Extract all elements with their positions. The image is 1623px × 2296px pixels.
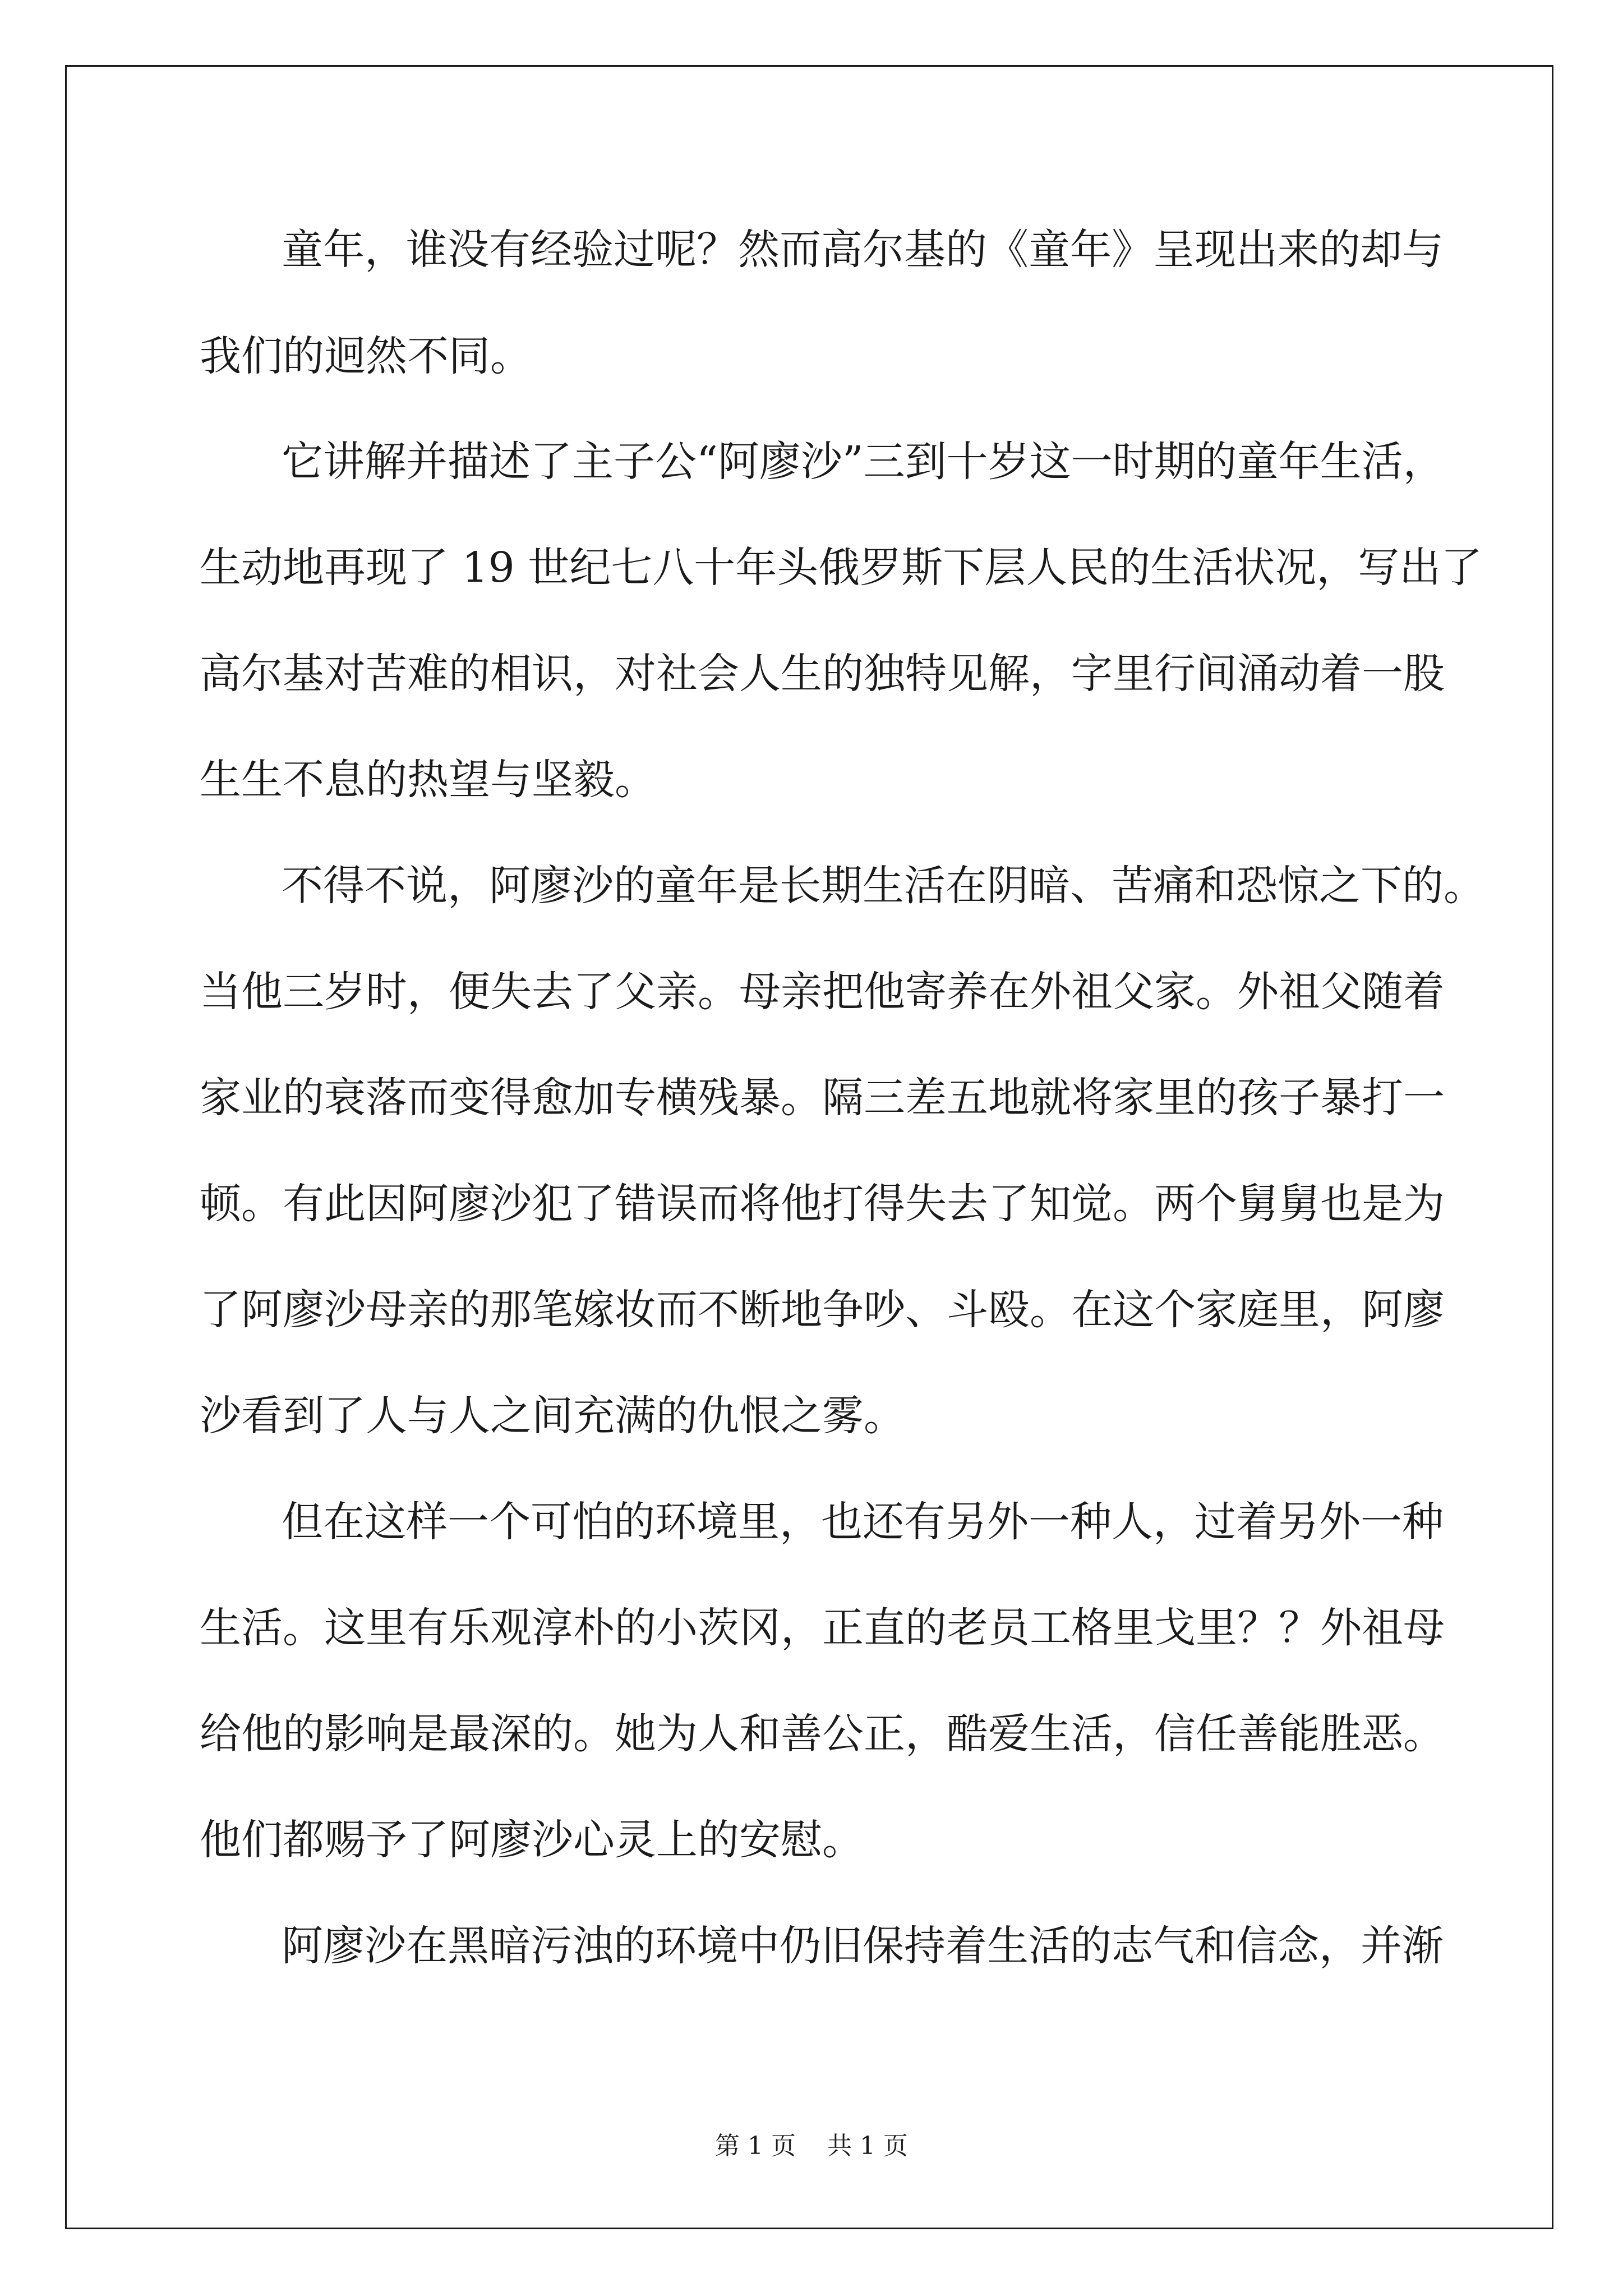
text-line: 他们都赐予了阿廖沙心灵上的安慰。 [200, 1816, 864, 1864]
text-line: 童年，谁没有经验过呢？然而高尔基的《童年》呈现出来的却与 [282, 226, 1444, 274]
text-line: 不得不说，阿廖沙的童年是长期生活在阴暗、苦痛和恐惊之下的。 [282, 862, 1485, 910]
text-line: 了阿廖沙母亲的那笔嫁妆而不断地争吵、斗殴。在这个家庭里，阿廖 [200, 1286, 1445, 1334]
text-line: 但在这样一个可怕的环境里，也还有另外一种人，过着另外一种 [282, 1498, 1444, 1546]
text-line: 家业的衰落而变得愈加专横残暴。隔三差五地就将家里的孩子暴打一 [200, 1074, 1445, 1122]
text-line: 给他的影响是最深的。她为人和善公正，酷爱生活，信任善能胜恶。 [200, 1710, 1445, 1758]
text-line: 我们的迥然不同。 [200, 332, 532, 380]
page-border [65, 65, 1553, 2229]
page-number-footer: 第 1 页 共 1 页 [715, 2132, 908, 2160]
text-line: 顿。有此因阿廖沙犯了错误而将他打得失去了知觉。两个舅舅也是为 [200, 1180, 1445, 1228]
text-line: 沙看到了人与人之间充满的仇恨之雾。 [200, 1392, 905, 1440]
text-line: 生生不息的热望与坚毅。 [200, 756, 656, 804]
text-line: 生动地再现了 19 世纪七八十年头俄罗斯下层人民的生活状况，写出了 [200, 544, 1483, 592]
text-line: 它讲解并描述了主子公“阿廖沙”三到十岁这一时期的童年生活， [282, 438, 1445, 486]
text-line: 高尔基对苦难的相识，对社会人生的独特见解，字里行间涌动着一股 [200, 650, 1445, 698]
text-line: 当他三岁时，便失去了父亲。母亲把他寄养在外祖父家。外祖父随着 [200, 968, 1445, 1016]
text-line: 生活。这里有乐观淳朴的小茨冈，正直的老员工格里戈里？？外祖母 [200, 1604, 1445, 1652]
text-line: 阿廖沙在黑暗污浊的环境中仍旧保持着生活的志气和信念，并渐 [282, 1922, 1444, 1970]
